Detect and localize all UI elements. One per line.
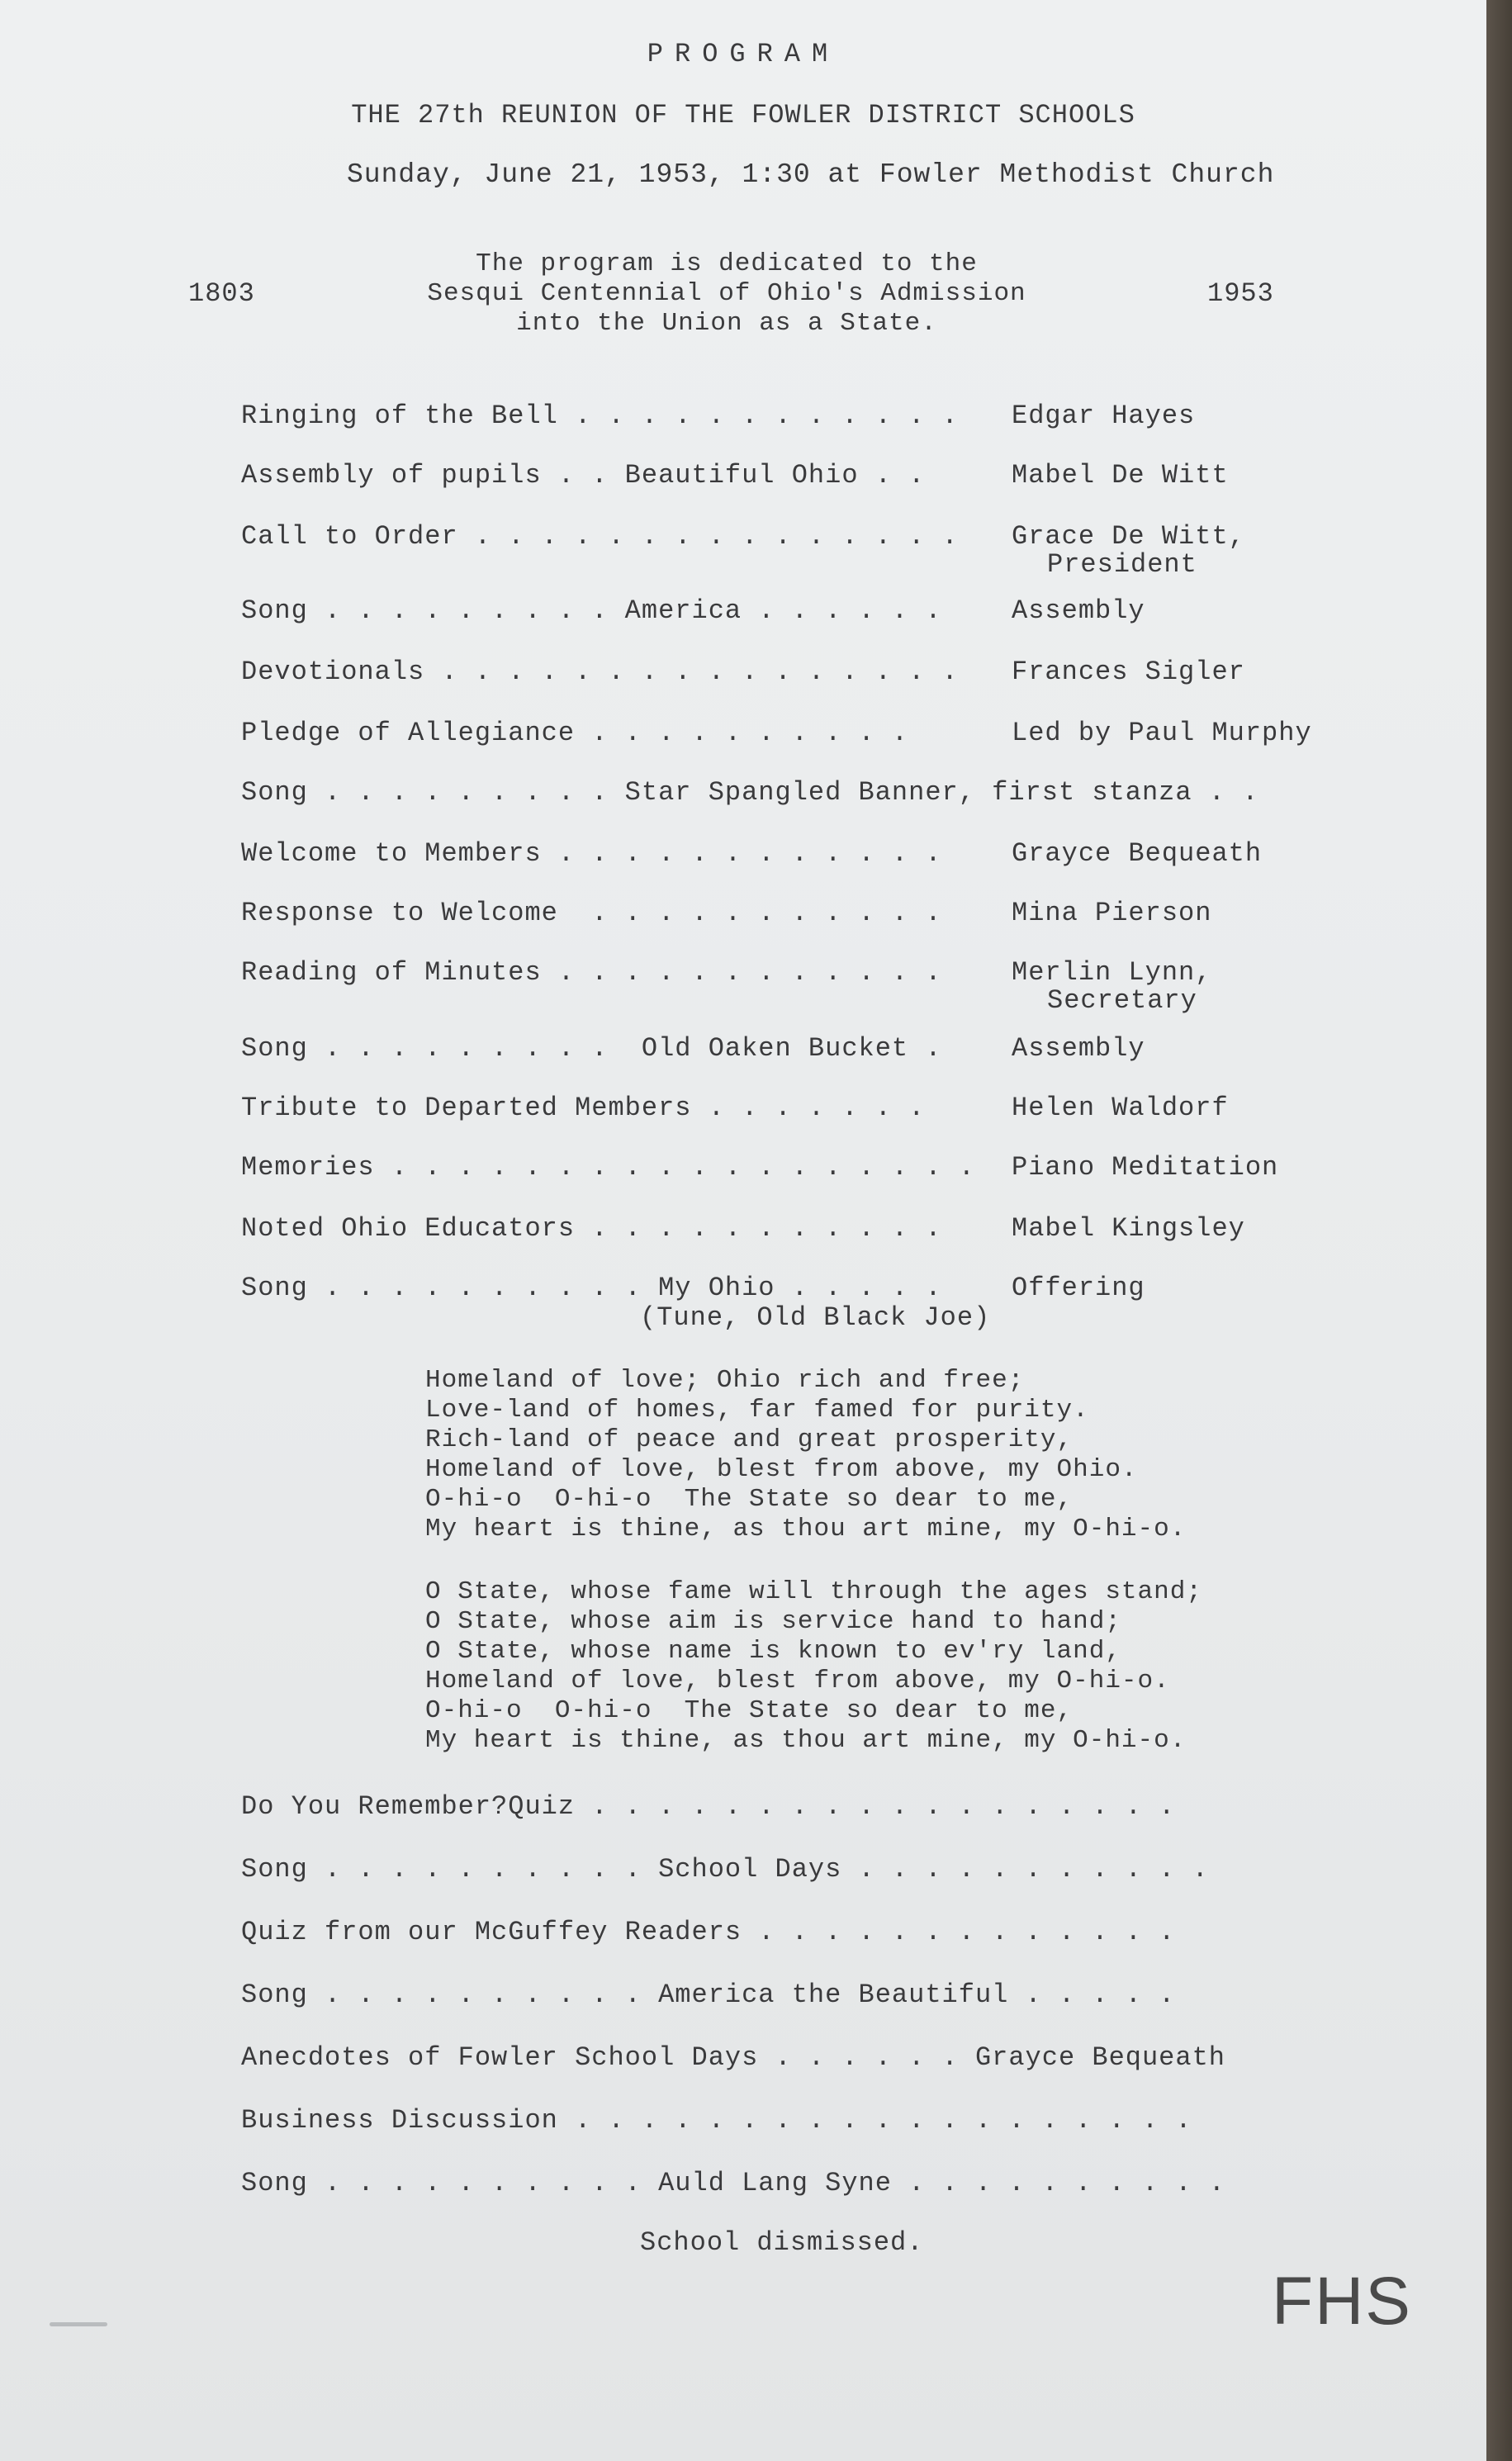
- program-item-label: Memories . . . . . . . . . . . . . . . . . .: [241, 1152, 975, 1183]
- program-item-performer: Led by Paul Murphy: [1012, 718, 1312, 748]
- program-item-label: Song . . . . . . . . . America . . . . . .: [241, 595, 942, 626]
- tune-note: (Tune, Old Black Joe): [640, 1302, 991, 1333]
- program-item-performer: Frances Sigler: [1012, 657, 1245, 687]
- program-item-label: Song . . . . . . . . . . School Days . . . . . . . . . . .: [241, 1854, 1209, 1885]
- program-item-performer-title: Secretary: [1047, 985, 1197, 1016]
- program-item-performer: Assembly: [1012, 1033, 1145, 1064]
- program-item-label: Welcome to Members . . . . . . . . . . . .: [241, 838, 942, 869]
- year-end: 1953: [1207, 278, 1274, 309]
- fhs-watermark: FHS: [1272, 2264, 1412, 2339]
- lyric-line: Homeland of love, blest from above, my Ohio.: [425, 1455, 1138, 1484]
- date-line: Sunday, June 21, 1953, 1:30 at Fowler Methodist Church: [347, 159, 1275, 190]
- lyric-line: Homeland of love; Ohio rich and free;: [425, 1366, 1025, 1395]
- program-item-performer: Edgar Hayes: [1012, 401, 1196, 431]
- program-item-label: Response to Welcome . . . . . . . . . . .: [241, 898, 942, 928]
- dedication-line: Sesqui Centennial of Ohio's Admission: [427, 279, 1026, 308]
- lyric-line: O State, whose fame will through the ages stand;: [425, 1577, 1202, 1606]
- program-item-performer: Assembly: [1012, 595, 1145, 626]
- program-item-label: Tribute to Departed Members . . . . . . .: [241, 1093, 926, 1123]
- program-item-label: Pledge of Allegiance . . . . . . . . . .: [241, 718, 909, 748]
- lyric-line: Homeland of love, blest from above, my O-hi-o.: [425, 1667, 1170, 1695]
- lyric-line: My heart is thine, as thou art mine, my O-hi-o.: [425, 1726, 1187, 1755]
- program-item-label: Quiz from our McGuffey Readers . . . . . . . . . . . . .: [241, 1917, 1176, 1947]
- dedication-line: The program is dedicated to the: [476, 249, 978, 278]
- program-item-label: Anecdotes of Fowler School Days . . . . . . Grayce Bequeath: [241, 2042, 1225, 2073]
- program-item-label: Call to Order . . . . . . . . . . . . . . .: [241, 521, 959, 552]
- program-item-performer: Piano Meditation: [1012, 1152, 1279, 1183]
- closing-line: School dismissed.: [640, 2227, 924, 2258]
- program-item-label: Reading of Minutes . . . . . . . . . . . .: [241, 957, 942, 988]
- reunion-heading: THE 27th REUNION OF THE FOWLER DISTRICT SCHOOLS: [351, 100, 1135, 130]
- program-item-label: Assembly of pupils . . Beautiful Ohio . .: [241, 460, 926, 491]
- paper-smudge: [50, 2322, 107, 2326]
- program-item-label: Do You Remember?Quiz . . . . . . . . . . . . . . . . . .: [241, 1791, 1176, 1822]
- program-item-label: Song . . . . . . . . . . My Ohio . . . . .: [241, 1273, 942, 1303]
- program-item-label: Devotionals . . . . . . . . . . . . . . . .: [241, 657, 959, 687]
- program-item-label: Song . . . . . . . . . . America the Beautiful . . . . .: [241, 1980, 1176, 2010]
- program-item-label: Ringing of the Bell . . . . . . . . . . . .: [241, 401, 959, 431]
- lyric-line: Love-land of homes, far famed for purity.: [425, 1396, 1089, 1425]
- program-item-performer: Mabel De Witt: [1012, 460, 1229, 491]
- program-title: PROGRAM: [647, 39, 840, 69]
- year-start: 1803: [188, 278, 255, 309]
- program-item-label: Noted Ohio Educators . . . . . . . . . . .: [241, 1213, 942, 1244]
- lyric-line: O State, whose aim is service hand to hand;: [425, 1607, 1121, 1636]
- lyric-line: Rich-land of peace and great prosperity,: [425, 1425, 1074, 1454]
- lyric-line: O-hi-o O-hi-o The State so dear to me,: [425, 1485, 1074, 1514]
- program-item-performer-title: President: [1047, 549, 1197, 580]
- program-item-performer: Mina Pierson: [1012, 898, 1212, 928]
- program-item-label: Song . . . . . . . . . Old Oaken Bucket .: [241, 1033, 942, 1064]
- lyric-line: My heart is thine, as thou art mine, my O-hi-o.: [425, 1515, 1187, 1543]
- program-item-performer: Mabel Kingsley: [1012, 1213, 1245, 1244]
- dedication-line: into the Union as a State.: [516, 309, 937, 338]
- program-item-performer: Merlin Lynn,: [1012, 957, 1212, 988]
- lyric-line: O State, whose name is known to ev'ry land,: [425, 1637, 1121, 1666]
- program-item-performer: Offering: [1012, 1273, 1145, 1303]
- program-item-performer: Helen Waldorf: [1012, 1093, 1229, 1123]
- program-item-performer: Grayce Bequeath: [1012, 838, 1263, 869]
- program-item-label: Song . . . . . . . . . Star Spangled Banner, first stanza . .: [241, 777, 1259, 808]
- program-item-performer: Grace De Witt,: [1012, 521, 1245, 552]
- program-item-label: Song . . . . . . . . . . Auld Lang Syne . . . . . . . . . .: [241, 2168, 1225, 2198]
- lyric-line: O-hi-o O-hi-o The State so dear to me,: [425, 1696, 1074, 1725]
- program-item-label: Business Discussion . . . . . . . . . . . . . . . . . . .: [241, 2105, 1192, 2136]
- table-edge-background: [1486, 0, 1512, 2461]
